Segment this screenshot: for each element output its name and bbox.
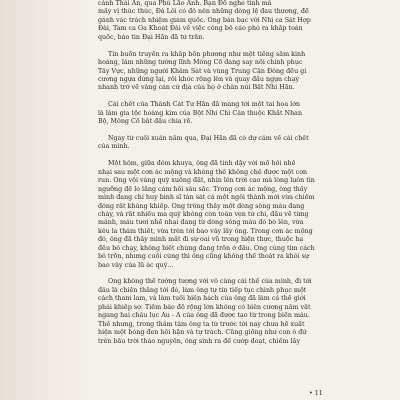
paragraph bbox=[98, 51, 320, 93]
text-line: Ngay từ cuối xuân năm qua, Ðại Hãn đã có dự cảm về cái chết bbox=[108, 135, 309, 142]
text-line: nhanh trở về vàng cán cứ địa của họ ở chân núi Bất Nhi Hãn. bbox=[98, 84, 295, 92]
paragraph bbox=[98, 278, 320, 346]
paragraph-gap bbox=[98, 152, 320, 160]
text-line: hoàng, làm những tướng lĩnh Mông Cổ đang say nồi chinh phục bbox=[98, 59, 303, 67]
text-line: Ông không thể tưởng tượng với vô càng cái thể của mình, đi tới bbox=[108, 278, 312, 286]
text-line: của mình. bbox=[98, 143, 130, 151]
text-line: đó, ông đã thấy mình mất đi sự oai vũ trong hiện thực, thuộc hạ bbox=[98, 236, 304, 244]
text-line: Bộ, Mông Cổ bắt đầu chia rẽ. bbox=[98, 118, 193, 126]
text-line: Tây Vực, những người Khâm Sát và vùng Trung Cận Ðông đều gi bbox=[98, 67, 307, 75]
text-line: Cái chết của Thành Cát Tư Hãn đã mang tới một tai họa lớn bbox=[108, 101, 301, 109]
text-line: Một hôm, giữa đêm khuya, ông đã tỉnh dậy với mồ hôi nhễ bbox=[108, 160, 296, 168]
text-line: đâu là chiến thắng tới đó, làm ông tự tin tiếp tục chinh phục một bbox=[98, 286, 307, 294]
text-line: kêu la thảm thiết, vừa trèn tới bao vây lấy ông. Trong cơn ác mộng bbox=[98, 227, 313, 235]
text-line: Tin buồn truyền ra khắp bốn phương như một tiếng sấm kinh bbox=[108, 50, 306, 58]
text-line: cách tham lam, và làm tuổi biến hách của ông đã làm cả thế giới bbox=[98, 295, 306, 303]
paragraph-gap bbox=[98, 270, 320, 278]
paragraph-gap bbox=[98, 127, 320, 135]
text-line: ngưỡng để lo lắng cảm hồi sâu sắc. Trong cơn ác mộng, ông thấy bbox=[98, 185, 308, 193]
paragraph bbox=[98, 0, 320, 42]
text-line: bỏ trốn, nhưng cuối cùng thì ông cũng không thể thoát ra khỏi sự bbox=[98, 253, 309, 261]
text-line: bao vây của lũ ác quỷ... bbox=[98, 261, 174, 269]
text-line: hiện một bóng đen hối hận và tự trách. Cũng giống như con ó đứ bbox=[98, 329, 307, 337]
text-line: phải khiếp sợ. Tiếm bảo đồ rộng lớn không có biên cương nằm vắt bbox=[98, 303, 311, 311]
text-line: mảnh, máu tươi nhễ nhại đang từ dòng sông máu đó bò lên, vừa bbox=[98, 219, 304, 227]
page-text bbox=[98, 0, 320, 346]
paragraph bbox=[98, 160, 320, 270]
text-line: Thế nhưng, trong thâm tâm ông ta từ trước tới nay chưa hề xuất bbox=[98, 320, 305, 328]
text-line: Ðài, Tam ca Oa Khoát Ðài về việc công bố cáo phó ra khắp toàn bbox=[98, 25, 303, 33]
text-line: nhại sau một cơn ác mộng và không thể khống chế được một cơn bbox=[98, 168, 308, 176]
text-line: cảnh Thái An, qua Phù Lão Ánh. Bạn Ðỗ nghe tinh mà bbox=[98, 0, 272, 7]
text-line: đóng rất khủng khiếp. Ông trông thấy một dòng sông máu đang bbox=[98, 202, 305, 210]
paragraph-gap bbox=[98, 93, 320, 101]
text-line: run. Ông vội vàng quỳ xuống đất, nhìn lên trời cao mà lòng luôn tin bbox=[98, 177, 315, 185]
text-line: ngang hai châu lục Âu - Á của ông đã được tạo từ trong biển máu. bbox=[98, 312, 310, 320]
paragraph bbox=[98, 101, 320, 126]
paragraph-gap bbox=[98, 42, 320, 50]
page-number: • 11 bbox=[309, 390, 323, 397]
text-line: trên bầu trời thảo nguyên, ông sinh ra để cướp đoạt, chiếm lấy bbox=[98, 337, 301, 345]
text-line: đều bỏ chạy, không biết chúng đang trốn ở đâu. Ông cùng tìm cách bbox=[98, 244, 315, 252]
text-line: cương ngựa dừng lại, rồi khóc rống lên và quay đầu ngựa chạy bbox=[98, 75, 300, 83]
text-line: là làm gia tộc hoàng kim của Bột Nhi Chỉ Cân thuộc Khất Nhan bbox=[98, 109, 303, 117]
text-line: quốc, báo tin Ðại Hãn đã từ trần. bbox=[98, 33, 205, 41]
text-line: mấy vị thúc thúc, Ðà Lôi có đô nên những dòng lệ đau thương, để bbox=[98, 8, 309, 16]
text-line: mình đang chỉ huy binh sĩ tàn sát cả một ngôi thành mới vừa chiếm bbox=[98, 194, 315, 202]
paragraph bbox=[98, 135, 320, 152]
text-line: chảy, và rất nhiều ma quỷ không còn toàn vẹn tứ chi, đầu về từng bbox=[98, 210, 309, 218]
page-gutter-shadow bbox=[0, 0, 92, 400]
text-line: gánh vác trách nhiệm giám quốc. Ông bàn bạc với Nhị ca Sát Hợp bbox=[98, 16, 311, 24]
